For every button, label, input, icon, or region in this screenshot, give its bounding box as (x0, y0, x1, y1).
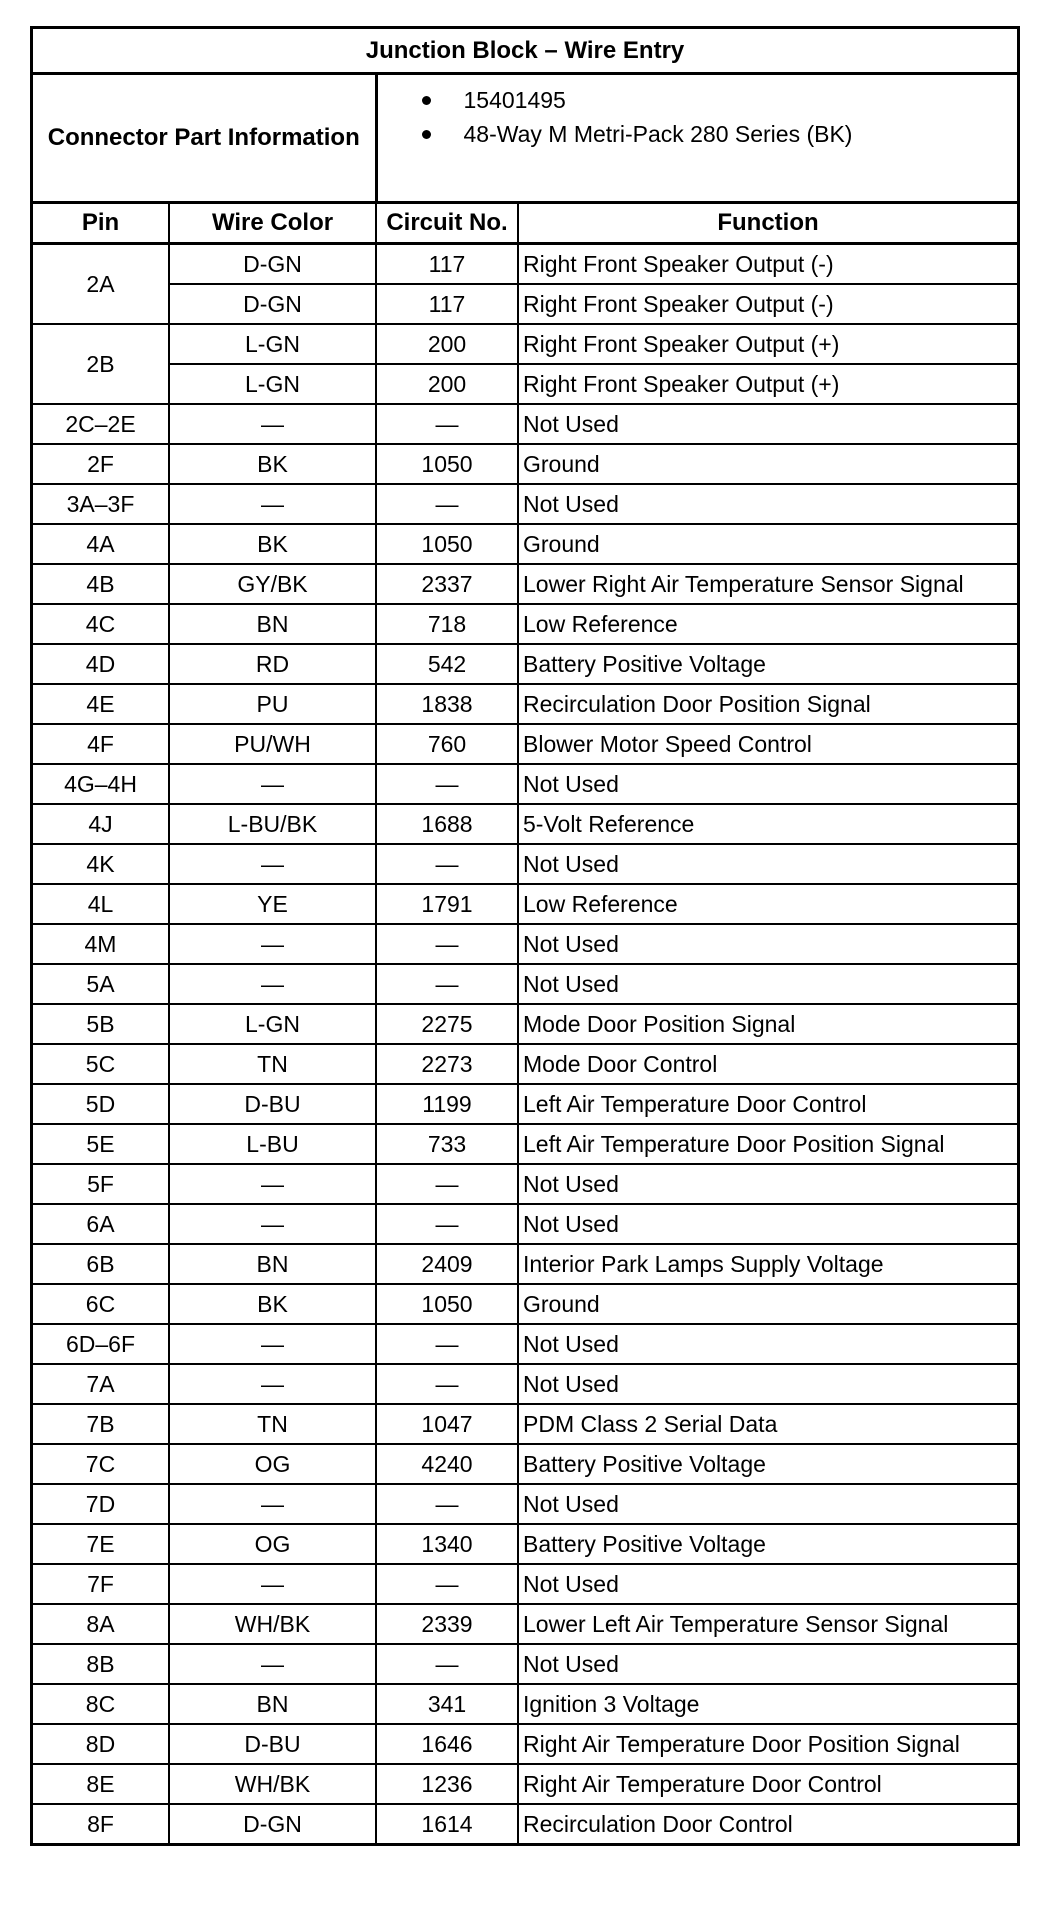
pin-cell: 5B (33, 1004, 169, 1044)
table-row (33, 884, 1017, 924)
column-header-pin: Pin (33, 203, 169, 244)
table-row (33, 1124, 1017, 1164)
circuit-cell: 2275 (376, 1004, 518, 1044)
table-row (33, 804, 1017, 844)
wire-color-cell: BN (169, 604, 376, 644)
circuit-cell: — (376, 1484, 518, 1524)
pin-cell: 5F (33, 1164, 169, 1204)
function-cell: Right Front Speaker Output (-) (518, 284, 1017, 324)
wire-color-cell: L-GN (169, 1004, 376, 1044)
table-row (33, 684, 1017, 724)
wire-color-cell: OG (169, 1524, 376, 1564)
circuit-cell: 1688 (376, 804, 518, 844)
table-row (33, 1484, 1017, 1524)
function-cell: Lower Right Air Temperature Sensor Signal (518, 564, 1017, 604)
wire-color-cell: BK (169, 524, 376, 564)
table-row (33, 604, 1017, 644)
circuit-cell: — (376, 764, 518, 804)
circuit-cell: 2273 (376, 1044, 518, 1084)
wire-color-cell: TN (169, 1044, 376, 1084)
function-cell: Battery Positive Voltage (518, 1524, 1017, 1564)
circuit-cell: — (376, 844, 518, 884)
function-cell: Recirculation Door Position Signal (518, 684, 1017, 724)
connector-info-values (376, 74, 1017, 203)
pin-cell: 8B (33, 1644, 169, 1684)
pin-rows (33, 244, 1017, 1844)
wire-color-cell: BK (169, 1284, 376, 1324)
pin-cell: 7F (33, 1564, 169, 1604)
pin-cell: 6D–6F (33, 1324, 169, 1364)
wire-color-cell: YE (169, 884, 376, 924)
wire-color-cell: D-BU (169, 1084, 376, 1124)
function-cell: Right Air Temperature Door Control (518, 1764, 1017, 1804)
wire-color-cell: D-GN (169, 244, 376, 285)
pin-cell: 6A (33, 1204, 169, 1244)
circuit-cell: — (376, 924, 518, 964)
table-title: Junction Block – Wire Entry (33, 29, 1017, 74)
function-cell: Not Used (518, 964, 1017, 1004)
column-header-wire-color: Wire Color (169, 203, 376, 244)
pin-cell: 8C (33, 1684, 169, 1724)
table-row (33, 1804, 1017, 1843)
wire-color-cell: — (169, 484, 376, 524)
function-cell: Ignition 3 Voltage (518, 1684, 1017, 1724)
wire-color-cell: L-BU/BK (169, 804, 376, 844)
wire-color-cell: — (169, 1164, 376, 1204)
circuit-cell: — (376, 1204, 518, 1244)
table-row (33, 1204, 1017, 1244)
function-cell: Battery Positive Voltage (518, 644, 1017, 684)
pin-cell: 6C (33, 1284, 169, 1324)
table-row (33, 1244, 1017, 1284)
circuit-cell: 117 (376, 244, 518, 285)
wire-color-cell: — (169, 844, 376, 884)
pin-cell: 5A (33, 964, 169, 1004)
circuit-cell: 1791 (376, 884, 518, 924)
wire-color-cell: L-GN (169, 324, 376, 364)
wire-color-cell: WH/BK (169, 1604, 376, 1644)
circuit-cell: 760 (376, 724, 518, 764)
function-cell: Right Front Speaker Output (+) (518, 364, 1017, 404)
circuit-cell: 2339 (376, 1604, 518, 1644)
wire-color-cell: PU/WH (169, 724, 376, 764)
connector-pinout-table (30, 26, 1020, 1846)
pin-cell: 3A–3F (33, 484, 169, 524)
pin-cell: 2B (33, 324, 169, 404)
column-header-function: Function (518, 203, 1017, 244)
function-cell: Not Used (518, 1564, 1017, 1604)
pin-cell: 5E (33, 1124, 169, 1164)
column-header-circuit: Circuit No. (376, 203, 518, 244)
wire-color-cell: — (169, 924, 376, 964)
function-cell: Left Air Temperature Door Control (518, 1084, 1017, 1124)
circuit-cell: 1236 (376, 1764, 518, 1804)
function-cell: Low Reference (518, 604, 1017, 644)
function-cell: Not Used (518, 1324, 1017, 1364)
function-cell: Right Front Speaker Output (+) (518, 324, 1017, 364)
table-row (33, 1004, 1017, 1044)
function-cell: Not Used (518, 1364, 1017, 1404)
wire-color-cell: D-GN (169, 284, 376, 324)
circuit-cell: 117 (376, 284, 518, 324)
function-cell: Mode Door Control (518, 1044, 1017, 1084)
table-row (33, 1044, 1017, 1084)
wire-color-cell: L-BU (169, 1124, 376, 1164)
table-row (33, 924, 1017, 964)
table-row (33, 1564, 1017, 1604)
pin-cell: 4E (33, 684, 169, 724)
function-cell: Lower Left Air Temperature Sensor Signal (518, 1604, 1017, 1644)
circuit-cell: — (376, 484, 518, 524)
function-cell: Not Used (518, 404, 1017, 444)
function-cell: PDM Class 2 Serial Data (518, 1404, 1017, 1444)
function-cell: Not Used (518, 844, 1017, 884)
table-row (33, 484, 1017, 524)
wire-color-cell: — (169, 1364, 376, 1404)
function-cell: Mode Door Position Signal (518, 1004, 1017, 1044)
function-cell: 5-Volt Reference (518, 804, 1017, 844)
circuit-cell: — (376, 1564, 518, 1604)
table-row (33, 1084, 1017, 1124)
table-row (33, 1524, 1017, 1564)
wire-color-cell: — (169, 1644, 376, 1684)
circuit-cell: 718 (376, 604, 518, 644)
wire-color-cell: — (169, 1204, 376, 1244)
pin-cell: 4C (33, 604, 169, 644)
wire-color-cell: — (169, 1484, 376, 1524)
table-row (33, 1444, 1017, 1484)
table-row (33, 1284, 1017, 1324)
wire-color-cell: L-GN (169, 364, 376, 404)
wire-color-cell: TN (169, 1404, 376, 1444)
pin-cell: 5D (33, 1084, 169, 1124)
circuit-cell: 1050 (376, 1284, 518, 1324)
pin-cell: 7C (33, 1444, 169, 1484)
circuit-cell: — (376, 1324, 518, 1364)
pin-cell: 4D (33, 644, 169, 684)
function-cell: Not Used (518, 1204, 1017, 1244)
circuit-cell: 4240 (376, 1444, 518, 1484)
circuit-cell: 733 (376, 1124, 518, 1164)
table-row (33, 364, 1017, 404)
pin-cell: 8D (33, 1724, 169, 1764)
wire-color-cell: — (169, 1564, 376, 1604)
wire-color-cell: — (169, 404, 376, 444)
table-row (33, 1324, 1017, 1364)
table-row (33, 1604, 1017, 1644)
function-cell: Interior Park Lamps Supply Voltage (518, 1244, 1017, 1284)
table-row (33, 1684, 1017, 1724)
table-row (33, 964, 1017, 1004)
circuit-cell: 200 (376, 364, 518, 404)
circuit-cell: — (376, 1364, 518, 1404)
circuit-cell: 1050 (376, 524, 518, 564)
pin-cell: 5C (33, 1044, 169, 1084)
pin-cell: 4M (33, 924, 169, 964)
pin-cell: 4B (33, 564, 169, 604)
circuit-cell: 1047 (376, 1404, 518, 1444)
circuit-cell: — (376, 964, 518, 1004)
wire-color-cell: D-GN (169, 1804, 376, 1843)
wire-color-cell: OG (169, 1444, 376, 1484)
circuit-cell: 2409 (376, 1244, 518, 1284)
circuit-cell: 1340 (376, 1524, 518, 1564)
pin-cell: 7E (33, 1524, 169, 1564)
function-cell: Recirculation Door Control (518, 1804, 1017, 1843)
circuit-cell: 1838 (376, 684, 518, 724)
table-row (33, 524, 1017, 564)
table-row (33, 764, 1017, 804)
table-row (33, 1644, 1017, 1684)
table-row (33, 1404, 1017, 1444)
pin-cell: 2A (33, 244, 169, 325)
function-cell: Low Reference (518, 884, 1017, 924)
table-row (33, 1724, 1017, 1764)
table-row (33, 284, 1017, 324)
wire-color-cell: GY/BK (169, 564, 376, 604)
circuit-cell: 1646 (376, 1724, 518, 1764)
wire-color-cell: — (169, 964, 376, 1004)
table-row (33, 644, 1017, 684)
pin-cell: 7A (33, 1364, 169, 1404)
pin-cell: 4A (33, 524, 169, 564)
function-cell: Not Used (518, 1164, 1017, 1204)
wire-color-cell: — (169, 764, 376, 804)
pin-cell: 8A (33, 1604, 169, 1644)
pin-cell: 7B (33, 1404, 169, 1444)
function-cell: Not Used (518, 484, 1017, 524)
connector-info-label: Connector Part Information (33, 74, 376, 203)
connector-description: 48-Way M Metri-Pack 280 Series (BK) (416, 117, 1018, 151)
function-cell: Ground (518, 444, 1017, 484)
wire-color-cell: PU (169, 684, 376, 724)
table-row (33, 324, 1017, 364)
circuit-cell: — (376, 1644, 518, 1684)
pin-cell: 4G–4H (33, 764, 169, 804)
pin-cell: 4K (33, 844, 169, 884)
pin-cell: 4J (33, 804, 169, 844)
wire-color-cell: BN (169, 1684, 376, 1724)
function-cell: Battery Positive Voltage (518, 1444, 1017, 1484)
wire-color-cell: — (169, 1324, 376, 1364)
pin-cell: 2F (33, 444, 169, 484)
pin-cell: 2C–2E (33, 404, 169, 444)
table-row (33, 1364, 1017, 1404)
function-cell: Blower Motor Speed Control (518, 724, 1017, 764)
function-cell: Left Air Temperature Door Position Signal (518, 1124, 1017, 1164)
wire-color-cell: RD (169, 644, 376, 684)
pin-cell: 7D (33, 1484, 169, 1524)
table-row (33, 444, 1017, 484)
connector-part-number: 15401495 (416, 83, 1018, 117)
wire-color-cell: D-BU (169, 1724, 376, 1764)
circuit-cell: 1614 (376, 1804, 518, 1843)
table-row (33, 404, 1017, 444)
wire-color-cell: BK (169, 444, 376, 484)
circuit-cell: 542 (376, 644, 518, 684)
pin-cell: 4F (33, 724, 169, 764)
circuit-cell: 200 (376, 324, 518, 364)
pin-cell: 8E (33, 1764, 169, 1804)
wire-color-cell: WH/BK (169, 1764, 376, 1804)
circuit-cell: 1050 (376, 444, 518, 484)
pin-cell: 8F (33, 1804, 169, 1843)
table-row (33, 1164, 1017, 1204)
function-cell: Not Used (518, 1484, 1017, 1524)
circuit-cell: 341 (376, 1684, 518, 1724)
function-cell: Ground (518, 1284, 1017, 1324)
function-cell: Not Used (518, 764, 1017, 804)
function-cell: Not Used (518, 1644, 1017, 1684)
circuit-cell: — (376, 404, 518, 444)
function-cell: Right Air Temperature Door Position Signal (518, 1724, 1017, 1764)
circuit-cell: 2337 (376, 564, 518, 604)
table-row (33, 724, 1017, 764)
table-row (33, 564, 1017, 604)
wire-color-cell: BN (169, 1244, 376, 1284)
pin-cell: 6B (33, 1244, 169, 1284)
table-row (33, 244, 1017, 285)
table-row (33, 1764, 1017, 1804)
function-cell: Right Front Speaker Output (-) (518, 244, 1017, 285)
table-row (33, 844, 1017, 884)
function-cell: Ground (518, 524, 1017, 564)
function-cell: Not Used (518, 924, 1017, 964)
pin-cell: 4L (33, 884, 169, 924)
circuit-cell: 1199 (376, 1084, 518, 1124)
circuit-cell: — (376, 1164, 518, 1204)
